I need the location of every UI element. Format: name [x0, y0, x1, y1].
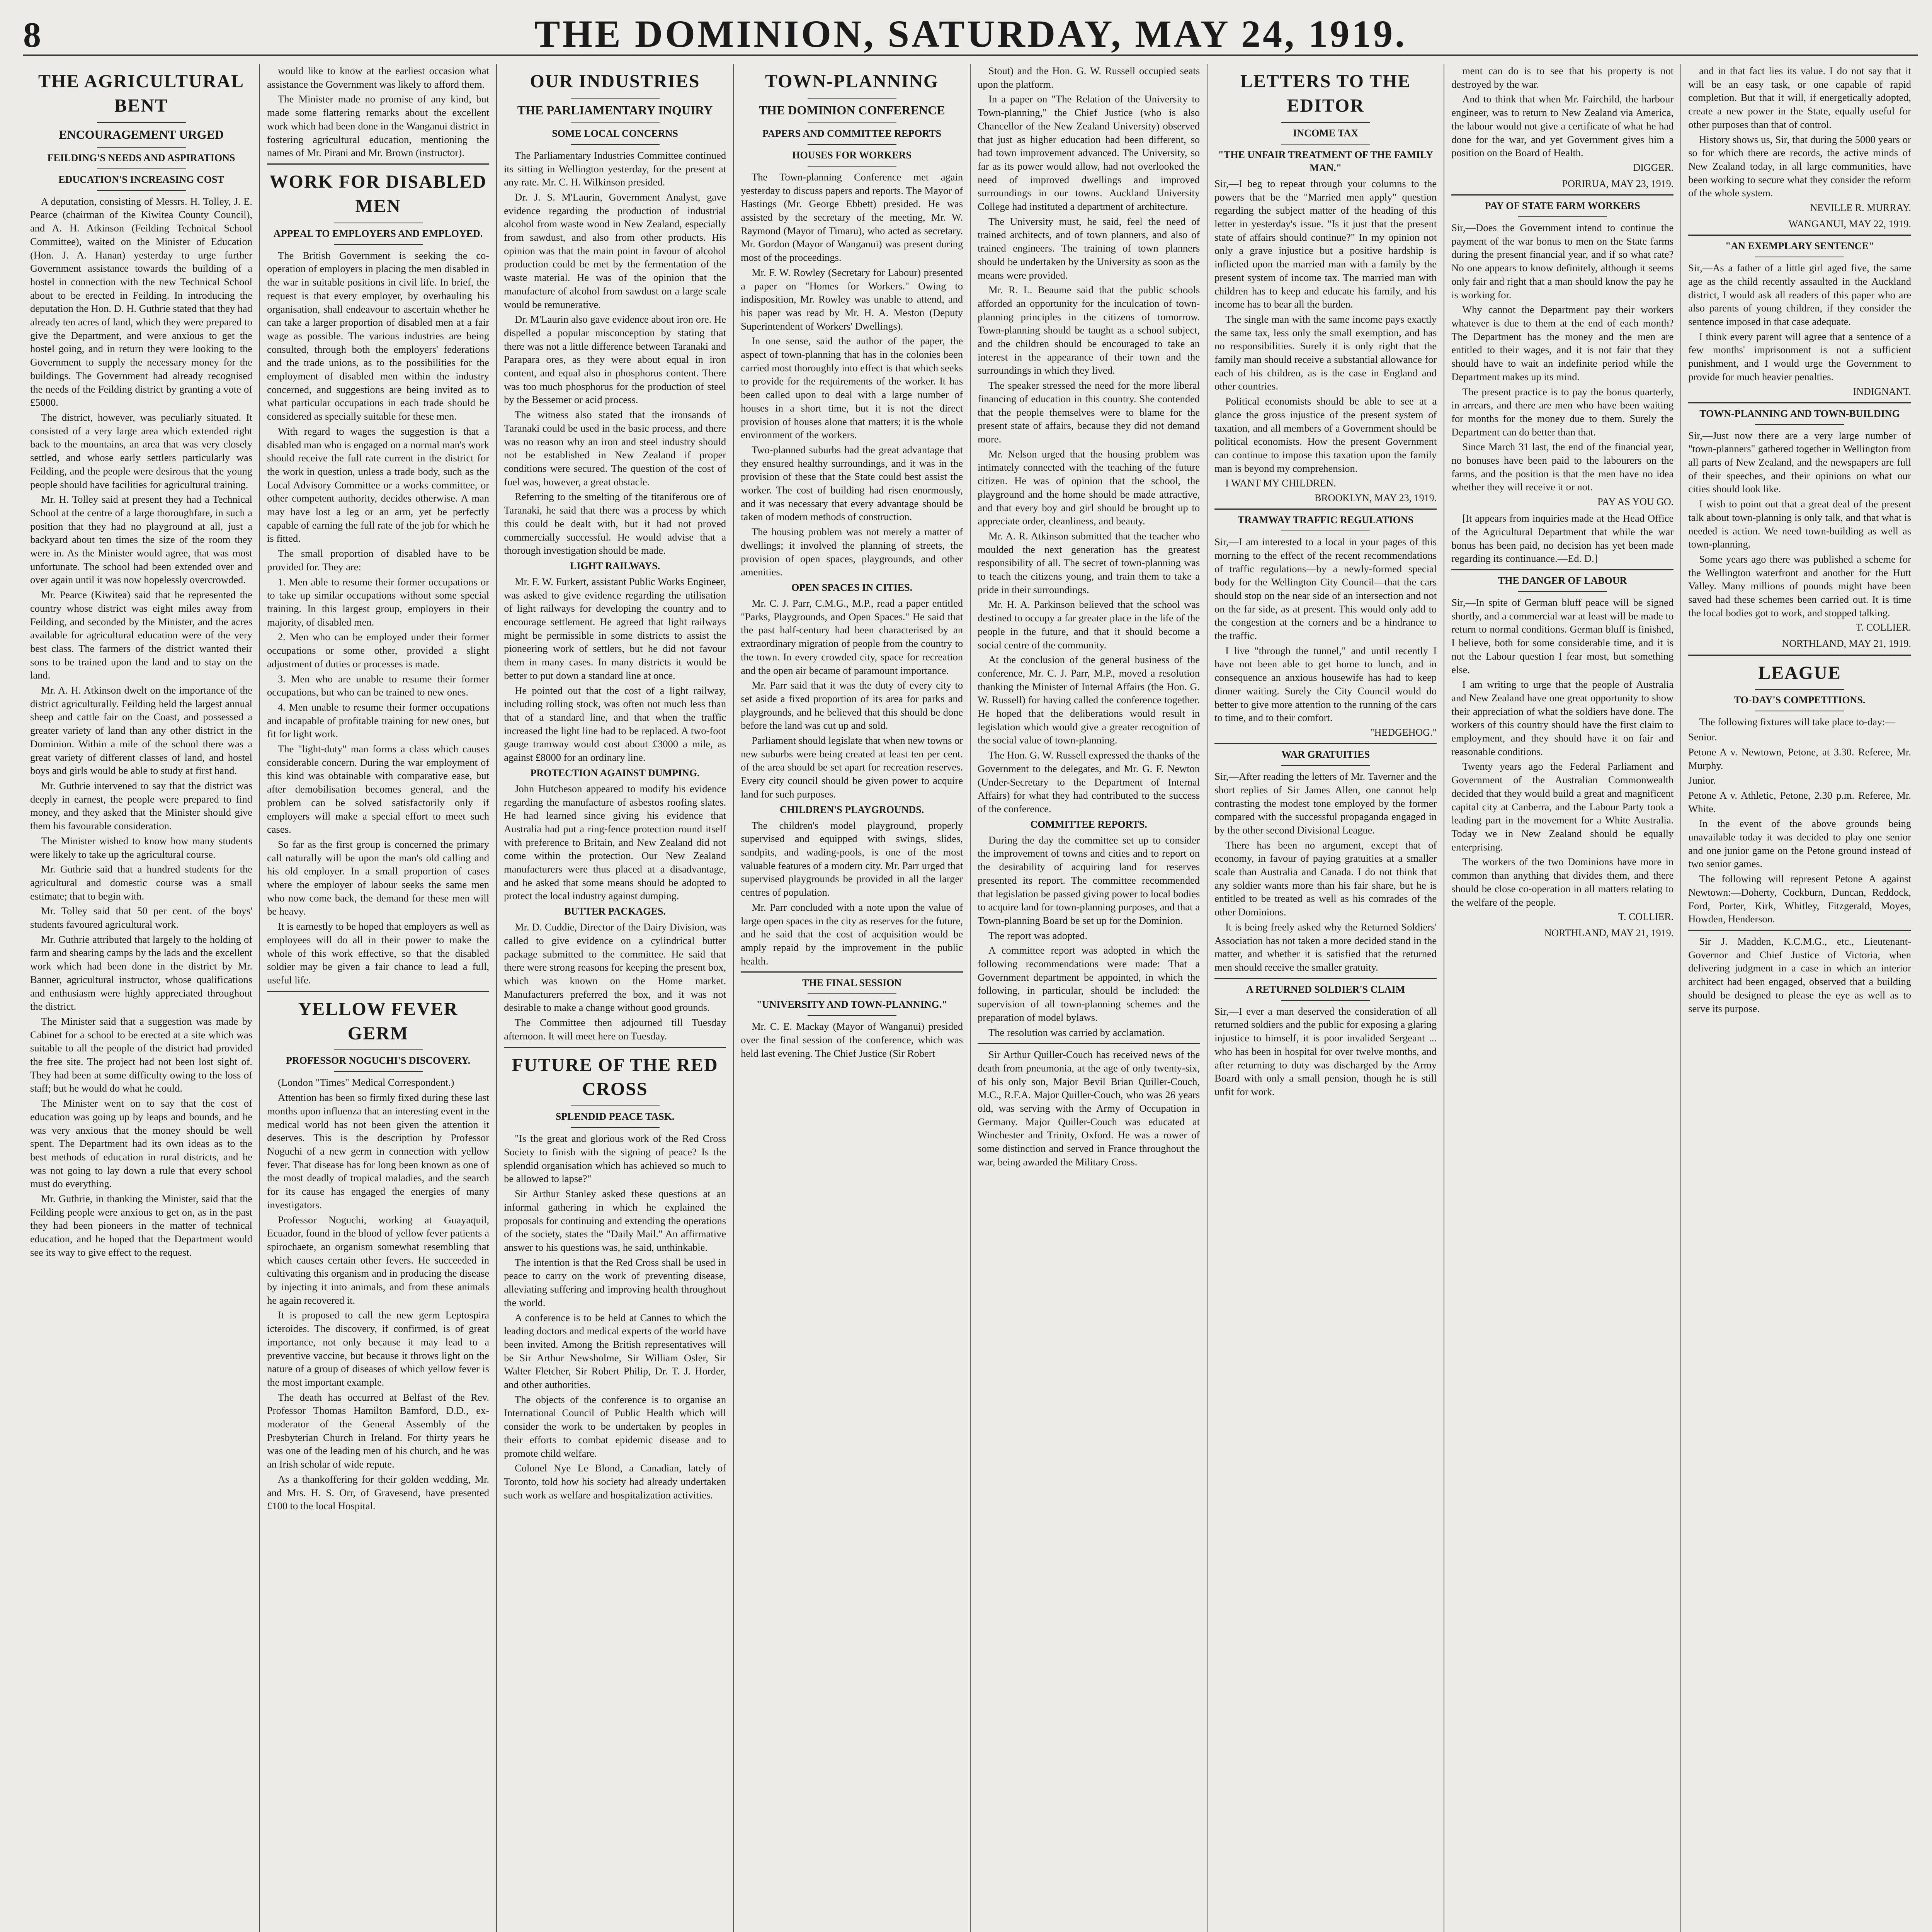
- divider: [1214, 978, 1437, 979]
- paragraph: The following will represent Petone A against Newtown:—Doherty, Cockburn, Duncan, Reddock, Ford, Porter, Kirk, Whitley, Fitzgerald, Moyes, Howden, Henderson.: [1688, 873, 1911, 925]
- paragraph: The district, however, was peculiarly situated. It consisted of a very large area which extended right back to the mountains, an area that was very closely settled, and whose early settlers particularly was Feilding, and the people were desirous that the young people should have facilities for agricultural training.: [30, 412, 253, 490]
- paragraph: The British Government is seeking the co-operation of employers in placing the men disabled in the war in suitable positions in civil life. In brief, the request is that every employer, by overhauling his organisation, shall endeavour to ascertain whether he can take a larger proportion of disabled men at a fair wage as possible. The various industries are being consulted, through both the employers' federations and the trade unions, as to the possibilities for the employment of disabled men within the industry concerned, and suggestions are being invited as to what particular occupations in each trade should be considered as specially suitable for these men.: [267, 249, 490, 422]
- paragraph: The single man with the same income pays exactly the same tax, less only the small exemption, and has no responsibilities. Surely it is only right that the family man should receive a substantial allowance for each of his children, as is the case in England and other countries.: [1214, 313, 1437, 392]
- paragraph: Sir Arthur Stanley asked these questions at an informal gathering in which he explained the proposals for continuing and extending the operations of the society, states the "Daily Mail." An affirmative answer to his questions was, he said, unthinkable.: [504, 1188, 726, 1253]
- article-subheadline: THE DOMINION CONFERENCE: [759, 103, 945, 117]
- letter-signature: PORIRUA, MAY 23, 1919.: [1562, 178, 1674, 189]
- paragraph: 3. Men who are unable to resume their former occupations, but who can be trained to new ones.: [267, 673, 490, 698]
- paragraph: Sir,—I ever a man deserved the consideration of all returned soldiers and the public for exposing a glaring injustice to himself, it is poor invalided Sergeant ... who has been in hospital for over twelve months, and after returning to duty was discharged by the Army Board with only a small pension, though he is still unfit for work.: [1214, 1005, 1437, 1097]
- article-headline: LETTERS TO THE EDITOR: [1240, 71, 1411, 116]
- section-heading: LIGHT RAILWAYS.: [570, 560, 660, 571]
- paragraph: Mr. F. W. Rowley (Secretary for Labour) presented a paper on "Homes for Workers." Owing to indisposition, Mr. Rowley was unable to attend, and his paper was read by Mr. H. A. Meston (Deputy Superintendent of Workers' Dwellings).: [741, 266, 963, 332]
- paragraph: Mr. Pearce (Kiwitea) said that he represented the country whose district was eight miles away from Feilding, and seconded by the Minister, and the acres available for agricultural education were of the very best class. The farmers of the district wanted their sons to be trained upon the land and to stay on the land.: [30, 589, 253, 681]
- divider: [504, 1047, 726, 1048]
- article-deck: PAPERS AND COMMITTEE REPORTS: [762, 128, 942, 139]
- paragraph: Mr. C. E. Mackay (Mayor of Wanganui) presided over the final session of the conference, which was held last evening. The Chief Justice (Sir Robert: [741, 1020, 963, 1059]
- article-headline: OUR INDUSTRIES: [530, 71, 700, 92]
- paragraph: Since March 31 last, the end of the financial year, no bonuses have been paid to the labourers on the farms, and the position is that the men have no idea whether they will receive it or not.: [1451, 441, 1674, 493]
- article-headline: YELLOW FEVER GERM: [298, 998, 458, 1044]
- divider: [741, 971, 963, 973]
- paragraph: It is proposed to call the new germ Leptospira icteroides. The discovery, if confirmed, is of great importance, not only because it may lead to a preventive vaccine, but because it throws light on the nature of a group of diseases of which yellow fever is the most important example.: [267, 1309, 490, 1388]
- paragraph: Mr. Parr said that it was the duty of every city to set aside a fixed proportion of its area for parks and playgrounds, and he believed that this should be done before the land was cut up and sold.: [741, 679, 963, 731]
- letter-signature: "HEDGEHOG.": [1370, 727, 1437, 738]
- paragraph: 4. Men unable to resume their former occupations and incapable of profitable training for new ones, but fit for light work.: [267, 701, 490, 740]
- divider: [334, 244, 423, 245]
- divider: [808, 166, 896, 167]
- paragraph: Parliament should legislate that when new towns or new suburbs were being created at least ten per cent. of the area should be set apart for recreation reserves. Every city council should be given power to acquire land for such purposes.: [741, 735, 963, 800]
- divider: [1451, 194, 1673, 196]
- paragraph: The Town-planning Conference met again yesterday to discuss papers and reports. The Mayor of Hastings (Mr. George Ebbett) presided. He was assisted by the secretary of the meeting, Mr. W. Raymond (Mayor of Timaru), who acted as secretary. Mr. Gordon (Mayor of Wanganui) was present during most of the proceedings.: [741, 171, 963, 264]
- letter-signature: T. COLLIER.: [1618, 911, 1674, 923]
- article-deck: SPLENDID PEACE TASK.: [555, 1111, 675, 1122]
- paragraph: The Minister went on to say that the cost of education was going up by leaps and bounds, and he was very anxious that the money should be well spent. The Department had its own ideas as to the best methods of education in rural districts, and he was not going to lay down a rule that every school must do everything.: [30, 1097, 253, 1190]
- article-deck: "THE UNFAIR TREATMENT OF THE FAMILY MAN.": [1218, 149, 1433, 173]
- paragraph: A committee report was adopted in which the following recommendations were made: That a Government department be appointed, in which the following, in particular, should be included: the supervision of all town-planning schemes and the preparation of model bylaws.: [978, 944, 1200, 1023]
- paragraph: Mr. Guthrie attributed that largely to the holding of farm and shearing camps by the lads and the excellent work which had been done in the district by Mr. Banner, agricultural instructor, whose qualifications and enthusiasm were highly appreciated throughout the district.: [30, 933, 253, 1012]
- divider: [1281, 144, 1370, 145]
- article-deck: APPEAL TO EMPLOYERS AND EMPLOYED.: [273, 228, 483, 239]
- paragraph: I wish to point out that a great deal of the present talk about town-planning is only talk, and that what is needed is action. We need town-building as well as town-planning.: [1688, 498, 1911, 550]
- paragraph: Mr. Guthrie intervened to say that the district was deeply in earnest, the people were prepared to find money, and they asked that the Minister should give them his favourable consideration.: [30, 779, 253, 832]
- masthead: [23, 12, 1918, 56]
- paragraph: Two-planned suburbs had the great advantage that they ensured healthy surroundings, and it was in the provision of these that the State could best assist the worker. The cost of building had risen enormously, and it was necessary that every advantage should be taken of modern methods of construction.: [741, 444, 963, 523]
- column-1: [23, 64, 260, 1932]
- paragraph: 1. Men able to resume their former occupations or to take up similar occupations without some special training. In this largest group, employers in their majority, of disabled men.: [267, 576, 490, 628]
- paragraph: Mr. Parr concluded with a note upon the value of large open spaces in the city as reserves for the future, and he said that the cost of acquisition would be amply repaid by the improvement in the public health.: [741, 901, 963, 967]
- divider: [97, 147, 186, 148]
- paragraph: During the day the committee set up to consider the improvement of towns and cities and to report on the desirability of acquiring land for reserves presented its report. The committee recommended that legislation be passed giving power to local bodies to acquire land for town-planning purposes, and that a Town-planning Board be set up for the Dominion.: [978, 834, 1200, 926]
- paragraph: Professor Noguchi, working at Guayaquil, Ecuador, found in the blood of yellow fever patients a spirochaete, an organism somewhat resembling that which causes certain other fevers. He succeeded in cultivating this organism and in producing the disease by injecting it into animals, and from these animals he again recovered it.: [267, 1214, 490, 1306]
- paragraph: The workers of the two Dominions have more in common than anything that divides them, and there should be close co-operation in all matters relating to the welfare of the people.: [1451, 856, 1674, 908]
- divider: [571, 98, 660, 99]
- paragraph: The "light-duty" man forms a class which causes considerable concern. During the war employment of this kind was obtainable with comparative ease, but after demobilisation becomes general, and the problem can be solved satisfactorily only if employers will make a special effort to meet such cases.: [267, 743, 490, 835]
- paragraph: As a thankoffering for their golden wedding, Mr. and Mrs. H. S. Orr, of Gravesend, have presented £100 to the local Hospital.: [267, 1473, 490, 1512]
- paragraph: Sir,—As a father of a little girl aged five, the same age as the child recently assaulted in the Auckland district, I would ask all readers of this paper who are also parents of young children, if they consider the sentence imposed in that case adequate.: [1688, 262, 1911, 327]
- paragraph: Sir,—I beg to repeat through your columns to the powers that be the "Married men apply" question regarding the subject matter of the heading of this letter in yesterday's issue. "Is it just that the present state of affairs should continue?" In my opinion not only a grave injustice but a positive hardship is inflicted upon the married man with a family by the present system of income tax. The married man with children has to keep and educate his family, and his income has to bear all the burden.: [1214, 177, 1437, 310]
- paragraph: So far as the first group is concerned the primary call naturally will be upon the man's old calling and his old employer. In a small proportion of cases where the employer of labour seeks the same men who now come back, the demand for these men will be heavy.: [267, 838, 490, 917]
- page-number: 8: [23, 15, 41, 54]
- article-deck: A RETURNED SOLDIER'S CLAIM: [1246, 983, 1405, 995]
- divider: [571, 144, 660, 145]
- divider: [1688, 930, 1911, 931]
- column-8: [1681, 64, 1918, 1932]
- paragraph: I live "through the tunnel," and until recently I have not been able to get home to lunch, and in consequence an anxious housewife has had to keep dinner waiting. Surely the City Council would do better to give more attention to the running of the cars to time, and to their comfort.: [1214, 645, 1437, 724]
- paragraph: Junior.: [1688, 774, 1716, 786]
- divider: [1688, 235, 1911, 236]
- article-deck: THE DANGER OF LABOUR: [1498, 575, 1627, 586]
- paragraph: Mr. A. H. Atkinson dwelt on the importance of the district agriculturally. Feilding held the largest annual sheep and cattle fair on the Coast, and possessed a greater variety of land than any other district in the Dominion. Within a mile of the school there was a great variety of different classes of land, and hostel boys and girls would be able to study at first hand.: [30, 684, 253, 777]
- paragraph: With regard to wages the suggestion is that a disabled man who is engaged on a normal man's work should receive the full rate current in the district for the work in question, unless a trade body, such as the Local Advisory Committee or a works committee, or other competent authority, decides otherwise. A man may have lost a leg or an arm, yet be perfectly capable of earning the full rate of the job for which he is fitted.: [267, 425, 490, 544]
- divider: [808, 993, 896, 994]
- paragraph: ment can do is to see that his property is not destroyed by the war.: [1451, 65, 1674, 90]
- divider: [571, 1127, 660, 1128]
- letter-signature: T. COLLIER.: [1855, 622, 1911, 633]
- article-subheadline: THE PARLIAMENTARY INQUIRY: [517, 103, 713, 117]
- paragraph: Mr. D. Cuddie, Director of the Dairy Division, was called to give evidence on a cylindrical butter package submitted to the committee. He said that there were strong reasons for keeping the present box, which was known on the Home market. Manufacturers preferred the box, and it was not desirable to make a change without good grounds.: [504, 921, 726, 1014]
- paragraph: Sir,—Does the Government intend to continue the payment of the war bonus to men on the State farms during the present financial year, and if so what rate? No one appears to know definitely, although it seems only fair and right that a man should know the pay he is working for.: [1451, 222, 1674, 301]
- paragraph: The objects of the conference is to organise an International Council of Public Health which will consider the work to be undertaken by peoples in their efforts to combat epidemic disease and to promote child welfare.: [504, 1393, 726, 1459]
- paragraph: The Committee then adjourned till Tuesday afternoon. It will meet here on Tuesday.: [504, 1017, 726, 1042]
- paragraph: Mr. H. Tolley said at present they had a Technical School at the centre of a large thoroughfare, in such a position that they had no playground at all, just a backyard about ten times the size of the room they were in. As the Minister would agree, that was most unfortunate. The school had been extended over and over again until it was now hopelessly overcrowded.: [30, 493, 253, 586]
- paragraph: The speaker stressed the need for the more liberal financing of education in this country. She contended that the people themselves were to blame for the present state of affairs, because they did not demand more.: [978, 379, 1200, 445]
- paragraph: Petone A v. Newtown, Petone, at 3.30. Referee, Mr. Murphy.: [1688, 746, 1911, 771]
- paragraph: In one sense, said the author of the paper, the aspect of town-planning that has in the colonies been carried most thoroughly into effect is that which seeks to provide for the requirements of the worker. It has been called upon to deal with a large number of houses in a short time, but it is not the direct provision of houses alone that matters; it is the whole environment of the workers.: [741, 335, 963, 441]
- divider: [978, 1043, 1200, 1044]
- paragraph: Sir,—After reading the letters of Mr. Taverner and the short replies of Sir James Allen, one cannot help contrasting the modest tone employed by the former compared with the successful propaganda engaged in by the other second Divisional League.: [1214, 770, 1437, 836]
- article-headline: THE AGRICULTURAL BENT: [38, 71, 245, 116]
- divider: [571, 1105, 660, 1106]
- letter-signature: PAY AS YOU GO.: [1597, 496, 1674, 508]
- section-heading: OPEN SPACES IN CITIES.: [791, 582, 913, 593]
- paragraph: I WANT MY CHILDREN.: [1225, 477, 1336, 489]
- paragraph: Mr. C. J. Parr, C.M.G., M.P., read a paper entitled "Parks, Playgrounds, and Open Spaces." He said that the past half-century had been characterised by an extraordinary migration of people from the country to the town. In every crowded city, space for recreation and the open air became of paramount importance.: [741, 597, 963, 676]
- paragraph: Mr. A. R. Atkinson submitted that the teacher who moulded the next generation has the greatest responsibility of all. The secret of town-planning was to teach the citizens young, and train them to take a pride in their surroundings.: [978, 530, 1200, 595]
- letter-signature: BROOKLYN, MAY 23, 1919.: [1315, 492, 1437, 504]
- paragraph: Some years ago there was published a scheme for the Wellington waterfront and another for the Hutt Valley. Many millions of pounds might have been saved had these schemes been carried out. It is time the local bodies got to work, and stopped talking.: [1688, 553, 1911, 619]
- letter-signature: INDIGNANT.: [1853, 386, 1911, 397]
- paragraph: Sir Arthur Quiller-Couch has received news of the death from pneumonia, at the age of only twenty-six, of his only son, Major Bevil Brian Quiller-Couch, M.C., R.F.A. Major Quiller-Couch, who was 26 years old, was serving with the Army of Occupation in Germany. Major Quiller-Couch was educated at Winchester and Trinity, Oxford. He was a rower of some distinction and served in France throughout the war, being awarded the Military Cross.: [978, 1049, 1200, 1168]
- paragraph: 2. Men who can be employed under their former occupations or some other, provided a slight adjustment of duties or processes is made.: [267, 631, 490, 670]
- divider: [808, 1015, 896, 1016]
- section-heading: PROTECTION AGAINST DUMPING.: [530, 767, 700, 779]
- article-headline: LEAGUE: [1758, 662, 1841, 683]
- paragraph: would like to know at the earliest occasion what assistance the Government was likely to afford them.: [267, 65, 490, 90]
- paragraph: There has been no argument, except that of economy, in favour of paying gratuities at a smaller scale than Australia and Canada. I do not think that any soldier wants more than his fair share, but he is entitled to be treated as well as his comrades of the other Dominions.: [1214, 839, 1437, 918]
- divider: [1281, 1000, 1370, 1001]
- paragraph: Sir,—Just now there are a very large number of "town-planners" gathered together in Wellington from all parts of New Zealand, and the newspapers are full of their speeches, and their opinions on what our cities should look like.: [1688, 429, 1911, 495]
- paragraph: [It appears from inquiries made at the Head Office of the Agricultural Department that while the war bonus has been paid, no decision has yet been made regarding its continuance.—Ed. D.]: [1451, 512, 1674, 565]
- paragraph: Mr. Nelson urged that the housing problem was intimately connected with the teaching of the future citizen. He was of opinion that the school, the playground and the home should be made attractive, and that every boy and girl should be brought up to appreciate order, cleanliness, and beauty.: [978, 448, 1200, 527]
- paragraph: History shows us, Sir, that during the 5000 years or so for which there are records, the active minds of New Zealand today, in all large communities, have been working to secure what they consider the reform of the whole system.: [1688, 133, 1911, 199]
- article-deck: THE FINAL SESSION: [802, 977, 902, 989]
- paragraph: The small proportion of disabled have to be provided for. They are:: [267, 548, 490, 573]
- divider: [1214, 743, 1437, 744]
- paragraph: And to think that when Mr. Fairchild, the harbour engineer, was to return to New Zealand via America, the labour would not give a certificate of what he had done for the war, and yet Government gives him a position on the Board of Health.: [1451, 93, 1674, 159]
- paragraph: The Minister wished to know how many students were likely to take up the agricultural course.: [30, 835, 253, 860]
- paragraph: Sir,—I am interested to a local in your pages of this morning to the effect of the recent recommendations of traffic regulations—by a newly-formed special body for the Wellington City Council—that the cars should stop on the near side of an intersection and not on the far side, as at present. This would only add to the congestion at the corners and be a hindrance to the traffic.: [1214, 536, 1437, 642]
- paragraph: "Is the great and glorious work of the Red Cross Society to finish with the signing of peace? Is the splendid organisation which has achieved so much to be allowed to lapse?": [504, 1133, 726, 1185]
- article-deck: EDUCATION'S INCREASING COST: [58, 173, 224, 185]
- divider: [1688, 402, 1911, 403]
- paragraph: Colonel Nye Le Blond, a Canadian, lately of Toronto, told how his society had already undertaken such work as welfare and hospitalization activities.: [504, 1462, 726, 1501]
- article-deck: INCOME TAX: [1293, 127, 1359, 139]
- letter-signature: NORTHLAND, MAY 21, 1919.: [1544, 927, 1674, 939]
- article-deck: PROFESSOR NOGUCHI'S DISCOVERY.: [286, 1055, 471, 1066]
- divider: [1214, 509, 1437, 510]
- columns: [23, 64, 1918, 1932]
- divider: [1518, 591, 1607, 592]
- letter-signature: NEVILLE R. MURRAY.: [1810, 202, 1911, 214]
- divider: [1281, 765, 1370, 766]
- paragraph: Political economists should be able to see at a glance the gross injustice of the present system of taxation, and all members of a Government should be political economists. How the present Government can continue to impose this taxation upon the family man is beyond my comprehension.: [1214, 395, 1437, 474]
- paragraph: Sir J. Madden, K.C.M.G., etc., Lieutenant-Governor and Chief Justice of Victoria, when delivering judgment in a case in which an interior architect had been engaged, observed that a building should be designed to please the eye as well as to serve its purpose.: [1688, 935, 1911, 1014]
- paragraph: He pointed out that the cost of a light railway, including rolling stock, was often not much less than that of a standard line, and that when the traffic increased the light line had to be replaced. A two-foot gauge tramway would cost about £3000 a mile, as against £8000 for an ordinary line.: [504, 684, 726, 764]
- paragraph: The report was adopted.: [988, 929, 1088, 941]
- paragraph: Dr. J. S. M'Laurin, Government Analyst, gave evidence regarding the production of industrial alcohol from waste wood in New Zealand, especially from sawdust, and also from other products. His opinion was that the main point in favour of alcohol production could be met by the fermentation of the waste material. He was of the opinion that the manufacture of alcohol from sawdust on a large scale would be remunerative.: [504, 191, 726, 310]
- paragraph: The witness also stated that the ironsands of Taranaki could be used in the basic process, and there was no reason why an iron and steel industry should not be established in New Zealand if proper conditions were secured. The question of the cost of fuel was, however, a great obstacle.: [504, 409, 726, 488]
- paragraph: Twenty years ago the Federal Parliament and Government of the Australian Commonwealth decided that they would build a great and magnificent capital city at Canberra, and the Labour Party took a leading part in the movement for a White Australia. Today we in New Zealand should be equally enterprising.: [1451, 760, 1674, 853]
- paragraph: Stout) and the Hon. G. W. Russell occupied seats upon the platform.: [978, 65, 1200, 90]
- paragraph: The following fixtures will take place to-day:—: [1699, 716, 1895, 728]
- paragraph: Why cannot the Department pay their workers whatever is due to them at the end of each month? The Department has the money and the men are entitled to their wages, and it is not fair that they should have to wait an indefinite period while the Department makes up its mind.: [1451, 304, 1674, 383]
- paragraph: A conference is to be held at Cannes to which the leading doctors and medical experts of the world have been invited. Among the British representatives will be Sir Arthur Newsholme, Sir William Osler, Sir Walter Fletcher, Sir Robert Philip, Dr. T. J. Horder, and other authorities.: [504, 1311, 726, 1391]
- paragraph: The housing problem was not merely a matter of dwellings; it involved the planning of streets, the provision of open spaces, playgrounds, and other amenities.: [741, 526, 963, 578]
- divider: [1451, 569, 1673, 570]
- paragraph: (London "Times" Medical Correspondent.): [278, 1077, 454, 1088]
- article-headline: FUTURE OF THE RED CROSS: [512, 1054, 718, 1100]
- divider: [808, 144, 896, 145]
- paragraph: A deputation, consisting of Messrs. H. Tolley, J. E. Pearce (chairman of the Kiwitea County Council), and A. H. Atkinson (Feilding Technical School Committee), waited on the Minister of Education (Hon. J. A. Hanan) yesterday to urge further Government assistance towards the building of a hostel in connection with the new Technical School about to be erected in Feilding. In introducing the deputation the Hon. D. H. Guthrie stated that they had already ten acres of land, which they were prepared to give the Department, and were anxious to get the hostel going, and in return they were looking to the Government to supply the necessary money for the buildings. The Government had already recognised the needs of the Feilding district by granting a vote of £5000.: [30, 195, 253, 408]
- paragraph: The present practice is to pay the bonus quarterly, in arrears, and there are men who have been waiting for months for the money due to them. Surely the Department can do better than that.: [1451, 386, 1674, 438]
- article-deck: HOUSES FOR WORKERS: [792, 149, 912, 161]
- paragraph: Mr. R. L. Beaume said that the public schools afforded an opportunity for the inculcation of town-planning principles in the citizens of tomorrow. Town-planning should be taught as a school subject, and the children should be encouraged to take an interest in the appearance of their town and the surroundings in which they lived.: [978, 284, 1200, 376]
- paragraph: Senior.: [1688, 731, 1717, 743]
- divider: [808, 122, 896, 123]
- paragraph: The Minister made no promise of any kind, but made some flattering remarks about the excellent work which had been done in the Wanganui district in fostering agricultural education, mentioning the names of Mr. Pirani and Mr. Brown (instructor).: [267, 93, 490, 159]
- paragraph: Sir,—In spite of German bluff peace will be signed shortly, and a commercial war at least will be made to return to normal conditions. German bluff is finished, I believe, both for some considerable time, and it is not the Labour question I fear most, but something else.: [1451, 597, 1674, 675]
- article-subheadline: ENCOURAGEMENT URGED: [59, 127, 224, 141]
- paragraph: Dr. M'Laurin also gave evidence about iron ore. He dispelled a popular misconception by stating that there was not a little difference between Taranaki and Parapara ores, as they were about equal in iron content, and equal also in phosphorus content. There was too much phosphorus for the production of steel by the Bessemer or acid process.: [504, 313, 726, 406]
- divider: [1518, 216, 1607, 217]
- article-deck: SOME LOCAL CONCERNS: [552, 128, 678, 139]
- paragraph: Mr. H. A. Parkinson believed that the school was destined to occupy a far greater place in the life of the people in the future, and that it should become a social centre of the community.: [978, 599, 1200, 651]
- paragraph: Mr. Tolley said that 50 per cent. of the boys' students favoured agricultural work.: [30, 905, 253, 930]
- column-2: [260, 64, 497, 1932]
- paragraph: The Hon. G. W. Russell expressed the thanks of the Government to the delegates, and Mr. G. F. Newton (Under-Secretary to the Department of Internal Affairs) for what they had contributed to the success of the conference.: [978, 749, 1200, 815]
- article-deck: "UNIVERSITY AND TOWN-PLANNING.": [756, 999, 947, 1010]
- divider: [334, 1071, 423, 1072]
- paragraph: Mr. Guthrie said that a hundred students for the agricultural and domestic course was a small estimate; that to begin with.: [30, 863, 253, 902]
- divider: [334, 1049, 423, 1050]
- divider: [97, 122, 186, 123]
- divider: [1281, 122, 1370, 123]
- article-deck: FEILDING'S NEEDS AND ASPIRATIONS: [47, 152, 235, 163]
- divider: [1755, 689, 1844, 690]
- paragraph: It is earnestly to be hoped that employers as well as employees will do all in their power to make the whole of this work effective, so that the disabled soldier may be given a fair chance to lead a full, useful life.: [267, 920, 490, 986]
- article-deck: PAY OF STATE FARM WORKERS: [1485, 200, 1640, 212]
- article-deck: TRAMWAY TRAFFIC REGULATIONS: [1238, 514, 1414, 526]
- article-deck: WAR GRATUITIES: [1281, 749, 1370, 760]
- letter-signature: NORTHLAND, MAY 21, 1919.: [1782, 638, 1911, 650]
- paragraph: I am writing to urge that the people of Australia and New Zealand have one great opportunity to show their appreciation of what the soldiers have done. The workers of this country should have the first claim to employment, and they should have it on fair and reasonable conditions.: [1451, 679, 1674, 757]
- article-headline: WORK FOR DISABLED MEN: [269, 171, 487, 216]
- column-5: [971, 64, 1208, 1932]
- section-heading: BUTTER PACKAGES.: [564, 906, 666, 917]
- column-4: [734, 64, 971, 1932]
- paragraph: The Minister said that a suggestion was made by Cabinet for a school to be erected at a site which was suitable to all the people of the district had provided the free site. The project had not been lost sight of. They had been at some difficulty owing to the loss of staff; but he would do what he could.: [30, 1015, 253, 1094]
- paragraph: At the conclusion of the general business of the conference, Mr. C. J. Parr, M.P., moved a resolution thanking the Minister of Internal Affairs (the Hon. G. W. Russell) for having called the conference together. He hoped that the deliberations would result in legislation which would give a greater recognition of the social value of town-planning.: [978, 654, 1200, 746]
- section-heading: COMMITTEE REPORTS.: [1030, 818, 1147, 830]
- divider: [571, 122, 660, 123]
- column-7: [1444, 64, 1681, 1932]
- paragraph: The University must, he said, feel the need of trained architects, and of town planners, and also of trained engineers. The training of town planners should be undertaken by the University as soon as the means were provided.: [978, 215, 1200, 281]
- paragraph: Attention has been so firmly fixed during these last months upon influenza that an interesting event in the medical world has not been given the attention it deserves. This is the description by Professor Noguchi of a new germ in connection with yellow fever. That disease has for long been known as one of the most deadly of tropical maladies, and the search for its cause has engaged the energies of many investigators.: [267, 1092, 490, 1211]
- paragraph: It is being freely asked why the Returned Soldiers' Association has not taken a more decided stand in the matter, and whether it is satisfied that the returned men should receive the smaller gratuity.: [1214, 921, 1437, 973]
- article-deck: TO-DAY'S COMPETITIONS.: [1734, 694, 1866, 706]
- paragraph: Referring to the smelting of the titaniferous ore of Taranaki, he said that there was a process by which this could be dealt with, but it had not proved commercially successful. He would advise that a thorough investigation should be made.: [504, 491, 726, 556]
- article-headline: TOWN-PLANNING: [765, 71, 939, 92]
- divider: [808, 98, 896, 99]
- article-deck: "AN EXEMPLARY SENTENCE": [1725, 240, 1874, 252]
- column-6: [1208, 64, 1444, 1932]
- paragraph: In the event of the above grounds being unavailable today it was decided to play one senior and one junior game on the Petone ground instead of two senior games.: [1688, 818, 1911, 870]
- column-3: [497, 64, 734, 1932]
- divider: [97, 190, 186, 191]
- paragraph: The Parliamentary Industries Committee continued its sitting in Wellington yesterday, for the present at any rate. Mr. C. H. Wilkinson presided.: [504, 149, 726, 188]
- paragraph: In a paper on "The Relation of the University to Town-planning," the Chief Justice (who is also Chancellor of the New Zealand University) observed that just as higher education had been different, so had town improvement advanced. The University, so far as its power would allow, had not overlooked the need of improved dwellings and improved surroundings in our towns. Auckland University College had instituted a department of architecture.: [978, 93, 1200, 213]
- divider: [97, 168, 186, 169]
- divider: [267, 163, 489, 165]
- divider: [1755, 424, 1844, 425]
- paragraph: The resolution was carried by acclamation.: [988, 1026, 1165, 1038]
- divider: [1688, 655, 1911, 656]
- paragraph: The children's model playground, properly supervised and equipped with swings, slides, sandpits, and wading-pools, is one of the most valuable features of a modern city. Mr. Parr urged that supervised playgrounds be provided in all the larger centres of population.: [741, 819, 963, 898]
- letter-signature: WANGANUI, MAY 22, 1919.: [1788, 218, 1911, 230]
- article-deck: TOWN-PLANNING AND TOWN-BUILDING: [1699, 408, 1900, 419]
- paragraph: and in that fact lies its value. I do not say that it will be an easy task, or one capable of rapid completion. But that it will, if energetically adopted, create a new power in the State, equally useful for other purposes than that of control.: [1688, 65, 1911, 130]
- paragraph: Mr. F. W. Furkert, assistant Public Works Engineer, was asked to give evidence regarding the utilisation of light railways for developing the country and to encourage settlement. He agreed that light railways might be permissible in some districts to assist the pioneering work of settlers, but he did not favour them in many cases. In many districts it would be better to put down a standard line at once.: [504, 575, 726, 681]
- paragraph: Mr. Guthrie, in thanking the Minister, said that the Feilding people were anxious to get on, as in the past they had been pioneers in the matter of technical education, and he hoped that the Department would see its way to give effect to the request.: [30, 1193, 253, 1258]
- paragraph: The intention is that the Red Cross shall be used in peace to carry on the work of preventing disease, alleviating suffering and improving health throughout the world.: [504, 1256, 726, 1308]
- section-heading: CHILDREN'S PLAYGROUNDS.: [780, 804, 924, 815]
- paragraph: John Hutcheson appeared to modify his evidence regarding the manufacture of asbestos roofing slates. He had learned since giving his evidence that Australia had put a ring-fence protection round itself with preference to Britain, and New Zealand did not come within the protection. Our New Zealand manufacturers were thus placed at a disadvantage, and he asked that some means should be adopted to protect the local industry against dumping.: [504, 782, 726, 902]
- paragraph: I think every parent will agree that a sentence of a few months' imprisonment is not a sufficient punishment, and I would urge the Government to provide for much heavier penalties.: [1688, 330, 1911, 383]
- newspaper-title: THE DOMINION, SATURDAY, MAY 24, 1919.: [534, 12, 1407, 55]
- divider: [267, 991, 489, 992]
- paragraph: The death has occurred at Belfast of the Rev. Professor Thomas Hamilton Bamford, D.D., ex-moderator of the General Assembly of the Presbyterian Church in Ireland. For thirty years he was one of the leading men of his church, and he was an Irish scholar of wide repute.: [267, 1391, 490, 1470]
- letter-signature: DIGGER.: [1633, 162, 1674, 173]
- paragraph: Petone A v. Athletic, Petone, 2.30 p.m. Referee, Mr. White.: [1688, 789, 1911, 815]
